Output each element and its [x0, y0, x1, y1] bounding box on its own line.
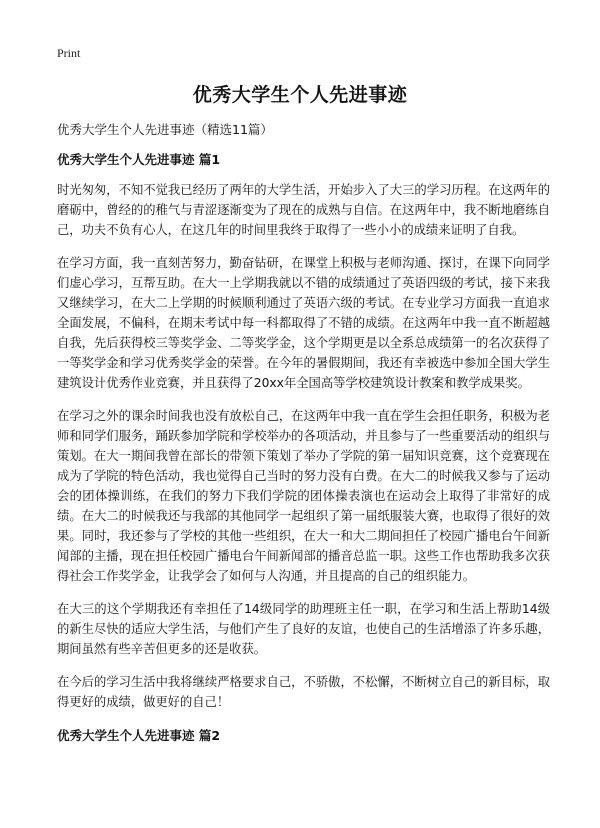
document-title: 优秀大学生个人先进事迹 — [192, 84, 408, 106]
paragraph-2: 在学习方面，我一直刻苦努力，勤奋钻研，在课堂上积极与老师沟通、探讨，在课下向同学们虚心学习，互帮互助。在大一上学期我就以不错的成绩通过了英语四级的考试，接下来我又继续学习，在大二上学期的时候顺利通过了英语六级的考试。在专业学习方面我一直追求全面发展，不偏科，在期末考试中每一科都取得了不错的成绩。在这两年中我一直不断超越自我，先后获得校三等奖学金、二等奖学金，这个学期更是以全系总成绩第一的名次获得了一等奖学金和学习优秀奖学金的荣誉。在今年的暑假期间，我还有幸被选中参加全国大学生建筑设计优秀作业竞赛，并且获得了20xx年全国高等学校建筑设计教案和教学成果奖。 — [57, 256, 550, 390]
section-heading-2: 优秀大学生个人先进事迹 篇2 — [57, 728, 221, 743]
section-1-body — [57, 180, 550, 725]
paragraph-3: 在学习之外的课余时间我也没有放松自己，在这两年中我一直在学生会担任职务，积极为老师和同学们服务，踊跃参加学院和学校举办的各项活动，并且参与了一些重要活动的组织与策划。在大一期间我曾在部长的带领下策划了举办了学院的第一届知识竞赛，这个竞赛现在成为了学院的特色活动，我也觉得自己当时的努力没有白费。在大二的时候我又参与了运动会的团体操训练，在我们的努力下我们学院的团体操表演也在运动会上取得了非常好的成绩。在大二的时候我还与我部的其他同学一起组织了第一届纸服装大赛，也取得了很好的效果。同时，我还参与了学校的其他一些组织，在大一和大二期间担任了校园广播电台午间新闻部的主播，现在担任校园广播电台午间新闻部的播音总监一职。这些工作也帮助我多次获得社会工作奖学金，让我学会了如何与人沟通，并且提高的自己的组织能力。 — [57, 409, 550, 583]
document-subtitle: 优秀大学生个人先进事迹（精选11篇） — [57, 122, 273, 137]
paragraph-4: 在大三的这个学期我还有幸担任了14级同学的助理班主任一职，在学习和生活上帮助14级的新生尽快的适应大学生活，与他们产生了良好的友谊，也使自己的生活增添了许多乐趣，期间虽然有些辛苦但更多的还是收获。 — [57, 602, 550, 656]
section-heading-1: 优秀大学生个人先进事迹 篇1 — [57, 152, 221, 167]
print-link[interactable]: Print — [57, 46, 81, 60]
paragraph-1: 时光匆匆，不知不觉我已经历了两年的大学生活，开始步入了大三的学习历程。在这两年的磨砺中，曾经的的稚气与青涩逐渐变为了现在的成熟与自信。在这两年中，我不断地磨练自己，功夫不负有心人，在这几年的时间里我终于取得了一些小小的成绩来证明了自我。 — [57, 183, 550, 237]
paragraph-5: 在今后的学习生活中我将继续严格要求自己，不骄傲，不松懈，不断树立自己的新目标，取得更好的成绩，做更好的自己！ — [57, 675, 550, 709]
